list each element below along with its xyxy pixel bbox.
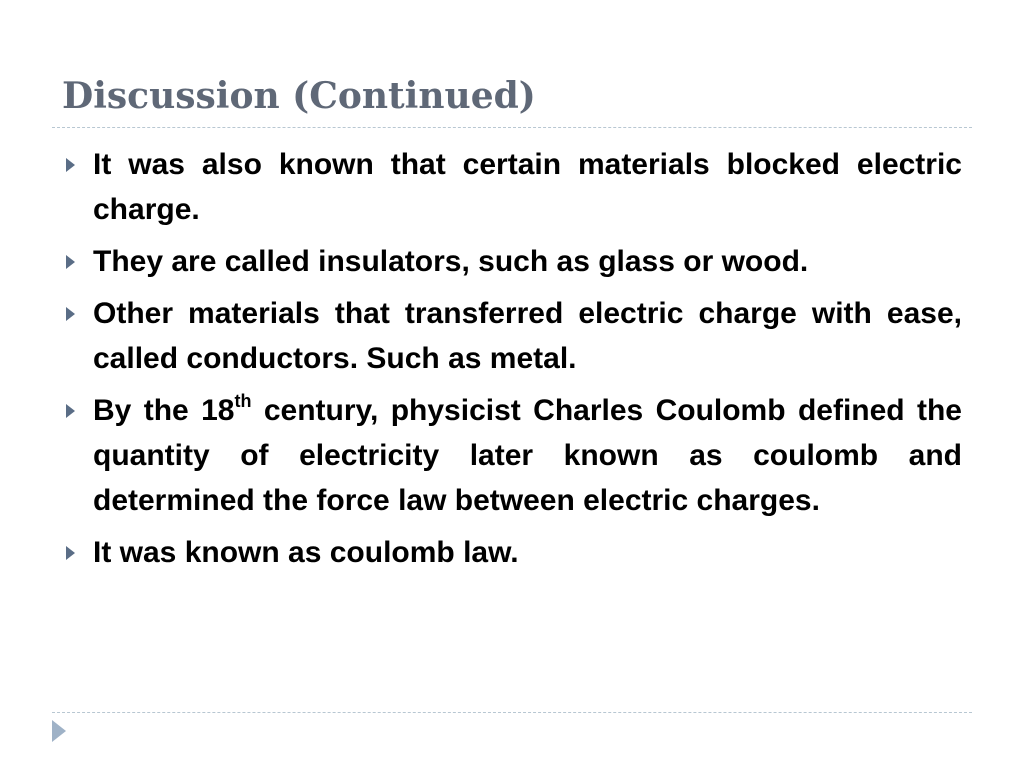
triangle-bullet-icon [66, 546, 75, 560]
bullet-text-after: century, physicist Charles Coulomb defined the quantity of electricity later known as coulomb and determined the force law between electric charges. [93, 394, 962, 517]
bullet-text: It was also known that certain materials blocked electric charge. [93, 148, 962, 226]
bullet-item [60, 388, 962, 523]
bullet-item [60, 239, 962, 284]
ordinal-superscript: th [234, 391, 252, 411]
footer-divider [52, 712, 972, 713]
bullet-text: It was known as coulomb law. [93, 536, 519, 569]
bullet-item [60, 530, 962, 575]
bullet-item [60, 291, 962, 381]
title-divider [52, 127, 972, 128]
next-slide-arrow-icon[interactable] [52, 720, 66, 742]
triangle-bullet-icon [66, 158, 75, 172]
bullet-text: Other materials that transferred electric charge with ease, called conductors. Such as metal. [93, 297, 962, 375]
bullet-text: They are called insulators, such as glass or wood. [93, 245, 809, 278]
slide-title: Discussion (Continued) [62, 75, 536, 117]
triangle-bullet-icon [66, 404, 75, 418]
bullet-list [60, 142, 962, 582]
bullet-item [60, 142, 962, 232]
bullet-text-before: By the 18 [93, 394, 235, 427]
triangle-bullet-icon [66, 255, 75, 269]
triangle-bullet-icon [66, 307, 75, 321]
